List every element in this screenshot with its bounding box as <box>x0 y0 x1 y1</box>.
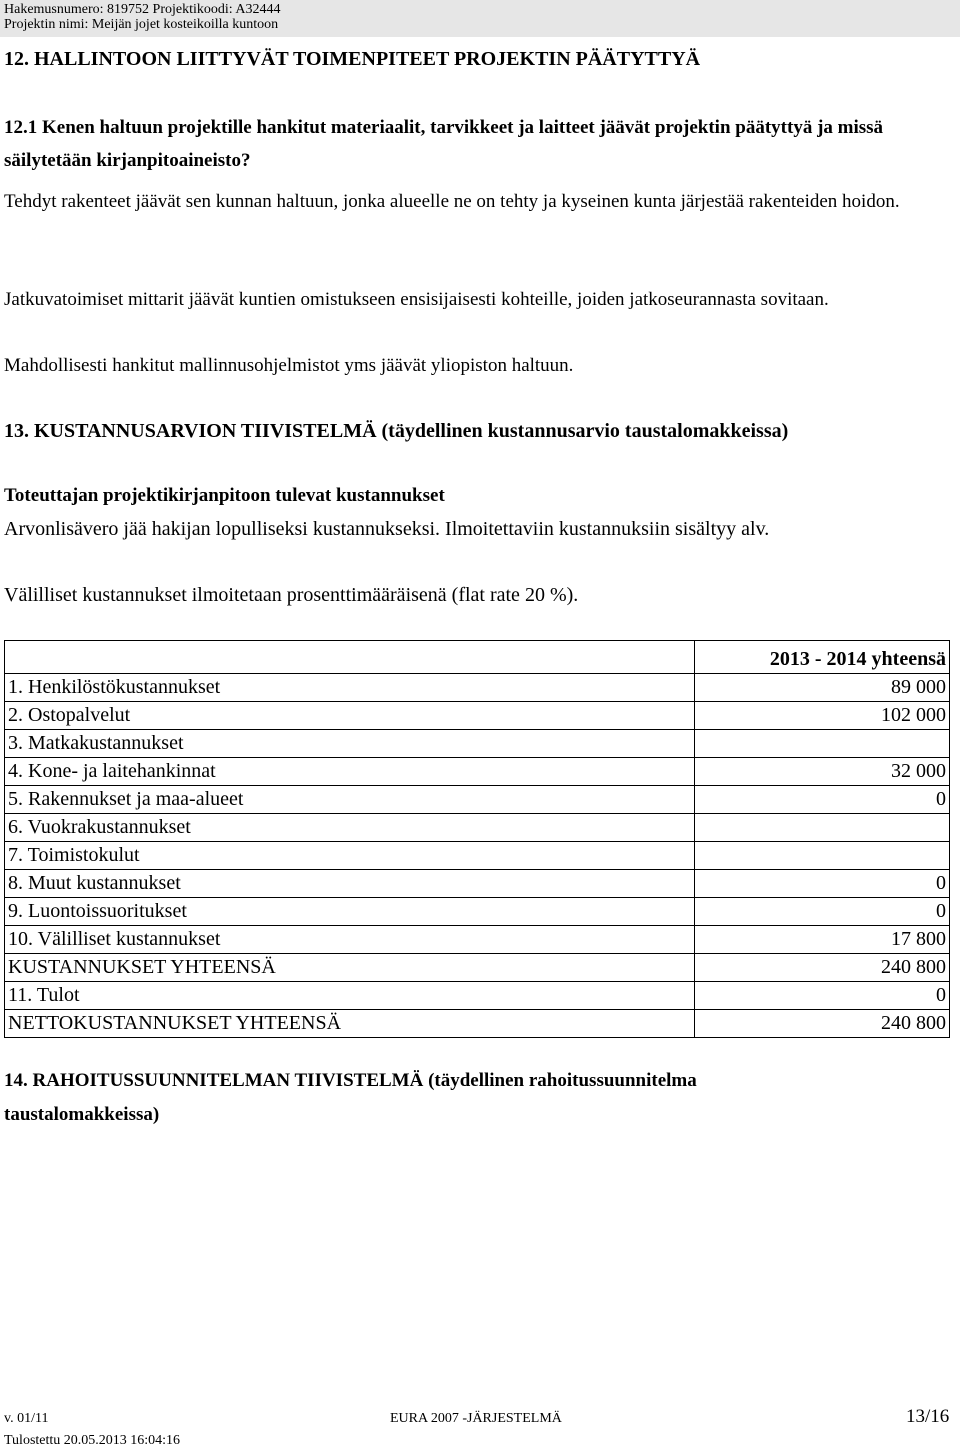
table-row <box>5 954 950 982</box>
section-12-title: 12. HALLINTOON LIITTYVÄT TOIMENPITEET PROJEKTIN PÄÄTYTTYÄ <box>4 48 701 70</box>
vat-note: Arvonlisävero jää hakijan lopulliseksi kustannukseksi. Ilmoitettaviin kustannuksiin sisältyy alv. <box>4 518 770 540</box>
cost-label: 5. Rakennukset ja maa-alueet <box>5 786 695 814</box>
table-row <box>5 674 950 702</box>
indirect-costs-note: Välilliset kustannukset ilmoitetaan prosenttimääräisenä (flat rate 20 %). <box>4 584 579 606</box>
table-row <box>5 814 950 842</box>
header-project-name: Projektin nimi: Meijän jojet kosteikoilla kuntoon <box>4 17 279 32</box>
table-row <box>5 702 950 730</box>
cost-value: 89 000 <box>695 674 950 702</box>
cost-value: 32 000 <box>695 758 950 786</box>
table-row <box>5 758 950 786</box>
footer-version: v. 01/11 <box>4 1411 49 1426</box>
footer-printed: Tulostettu 20.05.2013 16:04:16 <box>4 1433 181 1448</box>
table-row <box>5 1010 950 1038</box>
question-12-1: 12.1 Kenen haltuun projektille hankitut materiaalit, tarvikkeet ja laitteet jäävät projektin päätyttyä ja missä säilytetään kirjanpitoaineisto? <box>4 117 884 171</box>
cost-label: 6. Vuokrakustannukset <box>5 814 695 842</box>
table-header-row <box>5 641 950 674</box>
footer-page-number: 13/16 <box>906 1406 950 1427</box>
cost-label: 4. Kone- ja laitehankinnat <box>5 758 695 786</box>
cost-value: 0 <box>695 870 950 898</box>
cost-value: 240 800 <box>695 954 950 982</box>
section-14-title-line1: 14. RAHOITUSSUUNNITELMAN TIIVISTELMÄ (täydellinen rahoitussuunnitelma <box>4 1070 697 1091</box>
table-row <box>5 926 950 954</box>
section-14-title-line2: taustalomakkeissa) <box>4 1104 160 1125</box>
table-row <box>5 870 950 898</box>
cost-label: 3. Matkakustannukset <box>5 730 695 758</box>
cost-value <box>695 730 950 758</box>
table-row <box>5 982 950 1010</box>
cost-value <box>695 842 950 870</box>
cost-label: 7. Toimistokulut <box>5 842 695 870</box>
cost-label: KUSTANNUKSET YHTEENSÄ <box>5 954 695 982</box>
table-header-empty <box>5 641 695 674</box>
answer-paragraph-1: Tehdyt rakenteet jäävät sen kunnan haltuun, jonka alueelle ne on tehty ja kyseinen kunta järjestää rakenteiden hoidon. <box>4 191 900 212</box>
table-row <box>5 842 950 870</box>
cost-value: 0 <box>695 898 950 926</box>
cost-value: 17 800 <box>695 926 950 954</box>
cost-summary-table <box>4 640 950 1038</box>
answer-paragraph-3: Mahdollisesti hankitut mallinnusohjelmistot yms jäävät yliopiston haltuun. <box>4 355 574 376</box>
section-13-subtitle: Toteuttajan projektikirjanpitoon tulevat kustannukset <box>4 485 445 506</box>
cost-value: 0 <box>695 982 950 1010</box>
cost-label: 10. Välilliset kustannukset <box>5 926 695 954</box>
table-row <box>5 898 950 926</box>
cost-label: 11. Tulot <box>5 982 695 1010</box>
cost-value <box>695 814 950 842</box>
cost-value: 0 <box>695 786 950 814</box>
column-header-total: 2013 - 2014 yhteensä <box>695 641 950 674</box>
header-application-number: Hakemusnumero: 819752 Projektikoodi: A32444 <box>4 2 281 17</box>
cost-label: 8. Muut kustannukset <box>5 870 695 898</box>
cost-label: 1. Henkilöstökustannukset <box>5 674 695 702</box>
section-13-title: 13. KUSTANNUSARVION TIIVISTELMÄ (täydellinen kustannusarvio taustalomakkeissa) <box>4 420 789 442</box>
table-row <box>5 730 950 758</box>
cost-value: 102 000 <box>695 702 950 730</box>
answer-paragraph-2: Jatkuvatoimiset mittarit jäävät kuntien omistukseen ensisijaisesti kohteille, joiden jatkoseurannasta sovitaan. <box>4 289 829 310</box>
table-row <box>5 786 950 814</box>
cost-label: 2. Ostopalvelut <box>5 702 695 730</box>
footer-system: EURA 2007 -JÄRJESTELMÄ <box>390 1411 562 1426</box>
cost-label: 9. Luontoissuoritukset <box>5 898 695 926</box>
cost-label: NETTOKUSTANNUKSET YHTEENSÄ <box>5 1010 695 1038</box>
cost-value: 240 800 <box>695 1010 950 1038</box>
